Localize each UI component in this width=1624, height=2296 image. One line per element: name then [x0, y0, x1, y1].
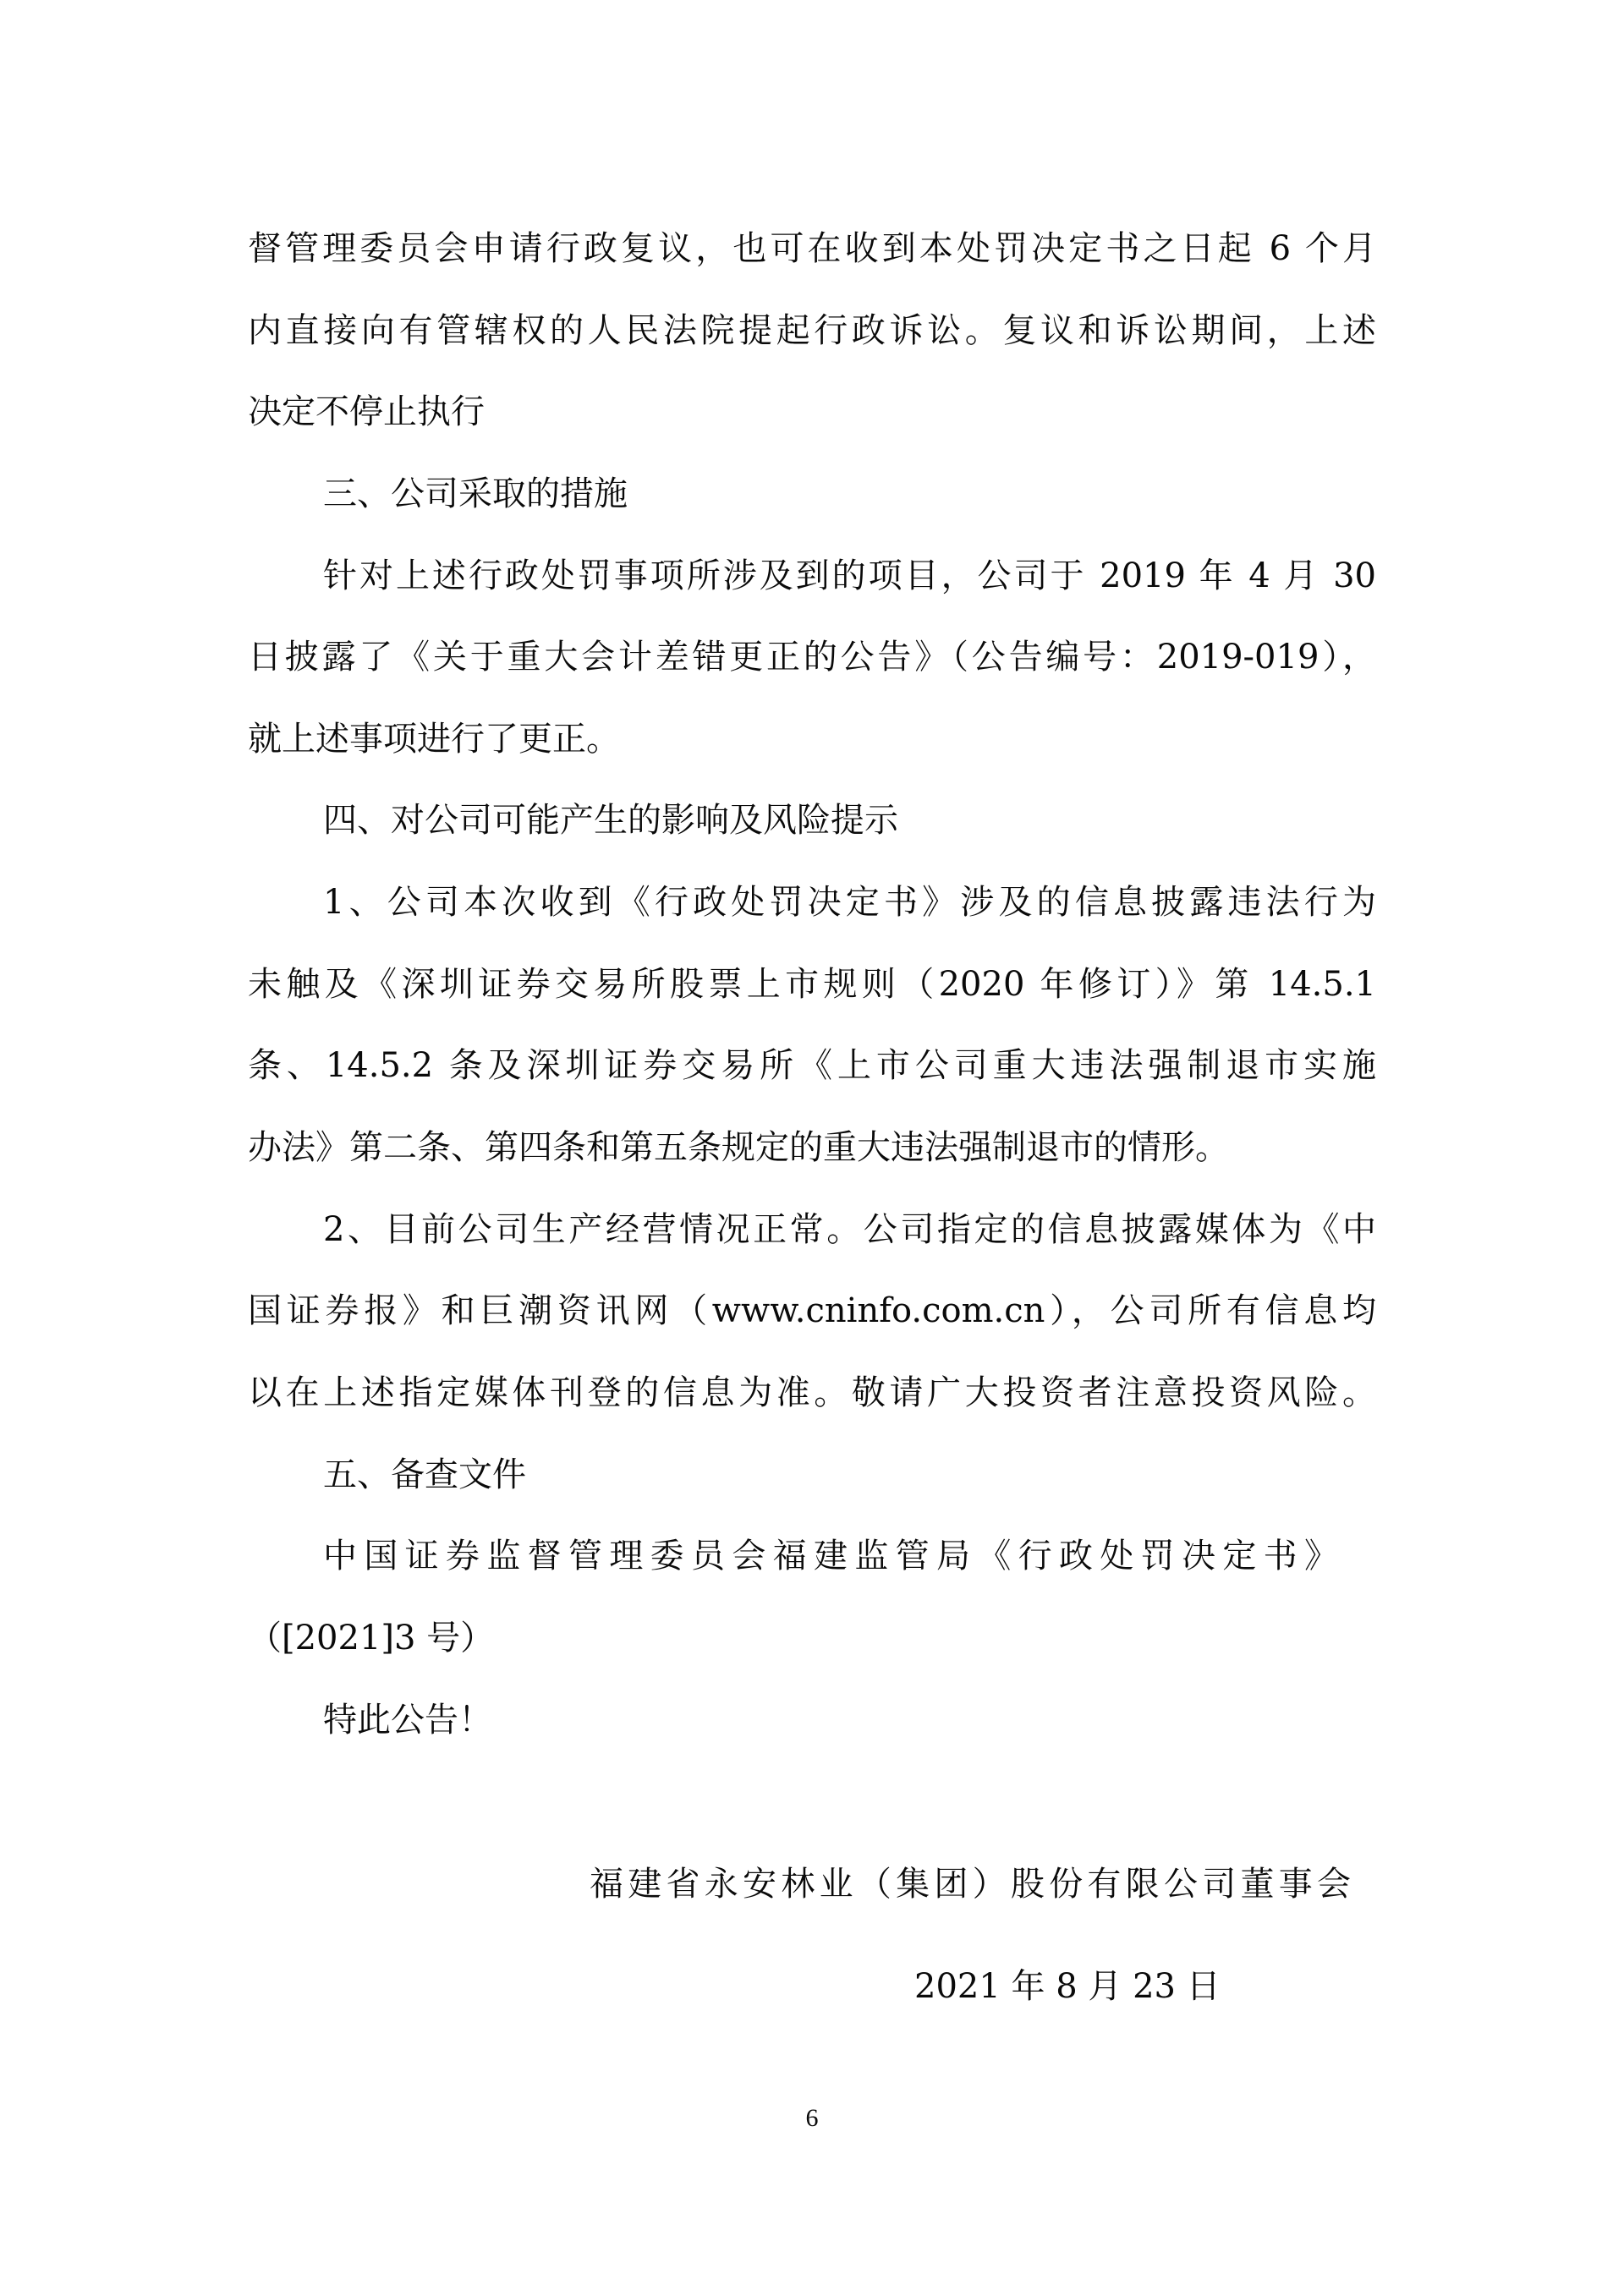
text-line: 日披露了《关于重大会计差错更正的公告》（公告编号：2019-019）， — [248, 638, 1376, 677]
text-line: （[2021]3 号） — [248, 1619, 495, 1658]
signature-organization: 福建省永安林业（集团）股份有限公司董事会 — [590, 1865, 1351, 1904]
section-heading-4: 四、对公司可能产生的影响及风险提示 — [323, 801, 898, 840]
text-line: 以在上述指定媒体刊登的信息为准。敬请广大投资者注意投资风险。 — [248, 1373, 1376, 1412]
text-line: 针对上述行政处罚事项所涉及到的项目，公司于 2019 年 4 月 30 — [323, 556, 1376, 595]
text-line: 督管理委员会申请行政复议，也可在收到本处罚决定书之日起 6 个月 — [248, 229, 1376, 268]
section-heading-3: 三、公司采取的措施 — [323, 474, 628, 513]
text-line: 1、公司本次收到《行政处罚决定书》涉及的信息披露违法行为 — [323, 883, 1376, 922]
text-line: 未触及《深圳证券交易所股票上市规则（2020 年修订）》第 14.5.1 — [248, 965, 1376, 1004]
text-line: 办法》第二条、第四条和第五条规定的重大违法强制退市的情形。 — [248, 1128, 1229, 1167]
text-line: 决定不停止执行 — [248, 392, 485, 431]
text-line: 条、14.5.2 条及深圳证券交易所《上市公司重大违法强制退市实施 — [248, 1046, 1376, 1085]
page-number: 6 — [805, 2104, 819, 2132]
text-line: 就上述事项进行了更正。 — [248, 720, 620, 759]
text-line: 内直接向有管辖权的人民法院提起行政诉讼。复议和诉讼期间，上述 — [248, 311, 1376, 350]
text-line: 2、目前公司生产经营情况正常。公司指定的信息披露媒体为《中 — [323, 1210, 1376, 1249]
section-heading-5: 五、备查文件 — [323, 1455, 526, 1494]
signature-date: 2021 年 8 月 23 日 — [914, 1967, 1221, 2006]
text-line: 国证券报》和巨潮资讯网（www.cninfo.com.cn），公司所有信息均 — [248, 1291, 1376, 1330]
text-line: 中国证券监督管理委员会福建监管局《行政处罚决定书》 — [323, 1537, 1338, 1575]
closing-statement: 特此公告！ — [323, 1701, 492, 1740]
